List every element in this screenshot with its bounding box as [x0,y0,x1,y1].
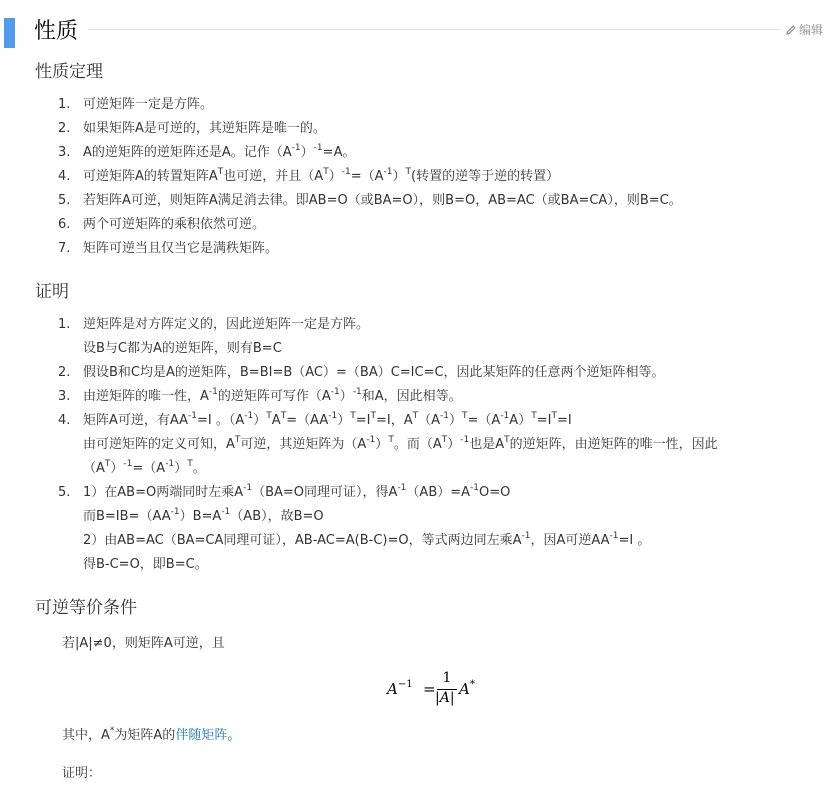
text-run: =I 。（A [197,413,245,428]
superscript: -1 [123,459,133,469]
section-divider [88,29,781,30]
proof-item [0,361,718,385]
text-run: 和A，因此相等。 [361,389,462,404]
text-run: =（A [350,169,384,184]
item-number: 6. [58,217,71,232]
proof-line [83,457,718,481]
superscript: -1 [440,411,449,421]
superscript: -1 [221,507,231,517]
superscript: -1 [313,143,323,153]
superscript: -1 [609,531,619,541]
proof-label: 证明： [62,766,102,781]
text-run: （AB）=A [406,485,471,500]
formula-numerator: 1 [442,670,452,686]
theorem-item [0,93,682,117]
item-text [83,141,682,165]
text-run: ）B=A [179,509,222,524]
text-run: 两个可逆矩阵的乘积依然可逆。 [83,217,266,232]
superscript: T [504,435,510,445]
text-run: 。而（A [393,437,442,452]
proof-item [0,385,718,409]
proof-line [83,433,718,457]
note-middle: 为矩阵A的 [114,728,176,743]
theorem-heading: 性质定理 [35,62,103,82]
text-run: 。 [192,461,206,476]
formula-lhs [387,680,413,698]
text-run: 的逆矩阵，由逆矩阵的唯一性，因此 [509,437,718,452]
text-run: =I [355,413,371,428]
superscript: -1 [366,435,376,445]
item-number: 3. [58,389,71,404]
note-superscript: * [109,726,115,736]
superscript: T [350,411,356,421]
item-text [83,117,682,141]
formula-lhs-exponent: −1 [397,679,413,690]
theorem-item [0,141,682,165]
note-prefix: 其中，A [62,728,110,743]
text-run: 逆矩阵是对方阵定义的，因此逆矩阵一定是方阵。 [83,317,370,332]
superscript: -1 [470,483,480,493]
text-run: 的逆矩阵可写作（A [217,389,331,404]
superscript: T [551,411,557,421]
proof-list [0,313,718,577]
theorem-item [0,237,682,261]
theorem-item [0,189,682,213]
text-run: ） [375,437,389,452]
proof-line [83,361,718,385]
text-run: =I [556,413,572,428]
text-run: 而B=IB=（AA [83,509,171,524]
proof-item [0,409,718,481]
text-run: ） [300,145,314,160]
proof-item [0,481,718,577]
superscript: -1 [383,167,393,177]
item-number: 3. [58,145,71,160]
superscript: -1 [208,387,218,397]
text-run: 2）由AB=AC（BA=CA同理可证），AB-AC=A(B-C)=O，等式两边同左乘A [83,533,522,548]
item-text [83,189,682,213]
superscript: -1 [243,483,253,493]
text-run: =（A [467,413,501,428]
item-number: 2. [58,121,71,136]
superscript: -1 [397,483,407,493]
item-number: 7. [58,241,71,256]
text-run: 假设B和C均是A的逆矩阵，B=BI=B（AC）=（BA）C=IC=C，因此某矩阵的任意两个逆矩阵相等。 [83,365,665,380]
text-run: =（A [132,461,166,476]
item-number: 5. [58,485,71,500]
proof-line [83,529,718,553]
superscript: T [234,435,241,445]
superscript: T [187,459,193,469]
theorem-item [0,117,682,141]
superscript: -1 [165,459,175,469]
superscript: T [531,411,537,421]
text-run: （AB），故B=O [230,509,324,524]
proof-heading: 证明 [35,282,69,302]
superscript: -1 [500,411,510,421]
equivalence-heading: 可逆等价条件 [35,598,137,618]
text-run: ） [174,461,188,476]
text-run: =I [536,413,552,428]
text-run: （A [418,413,441,428]
superscript: -1 [521,531,531,541]
superscript: T [388,435,394,445]
text-run: 得B-C=O，即B=C。 [83,557,208,572]
text-run: 可逆矩阵A的转置矩阵A [83,169,218,184]
text-run: ） [449,413,463,428]
item-number: 4. [58,169,71,184]
text-run: 也是A [469,437,505,452]
text-run: =（AA [286,413,329,428]
formula-equals: = [423,680,436,698]
superscript: -1 [341,167,351,177]
proof-line [83,505,718,529]
pencil-icon [785,24,797,36]
superscript: T [280,411,287,421]
text-run: ） [447,437,461,452]
text-run: （BA=O同理可证），得A [252,485,398,500]
text-run: 可逆，其逆矩阵为（A [240,437,367,452]
superscript: T [370,411,376,421]
item-number: 1. [58,317,71,332]
edit-button[interactable] [785,21,823,38]
text-run: 矩阵A可逆，有AA [83,413,189,428]
text-run: A的逆矩阵的逆矩阵还是A。记作（A [83,145,292,160]
text-run: 1）在AB=O两端同时左乘A [83,485,244,500]
superscript: T [412,411,419,421]
formula-rhs-base: A [459,680,470,698]
text-run: 由逆矩阵的唯一性，A [83,389,209,404]
theorem-item [0,165,682,189]
formula-rhs [459,680,475,698]
text-run: 由可逆矩阵的定义可知，A [83,437,235,452]
item-text [83,237,682,261]
text-run: （A [83,461,105,476]
item-number: 4. [58,413,71,428]
superscript: T [441,435,448,445]
text-run: A） [509,413,532,428]
text-run: ） [110,461,124,476]
section-header [0,8,829,52]
edit-label: 编辑 [798,23,823,37]
text-run: 也可逆，并且（A [223,169,324,184]
proof-line [83,481,718,505]
section-marker-bar [4,18,15,48]
note-suffix: 。 [227,728,241,743]
inverse-formula [387,670,487,712]
text-run: =A。 [322,145,356,160]
text-run: ） [339,389,353,404]
text-run: ） [253,413,267,428]
superscript: T [266,411,272,421]
item-number: 2. [58,365,71,380]
proof-line [83,553,718,577]
formula-rhs-exponent: * [469,679,475,690]
proof-line [83,313,718,337]
item-text [83,93,682,117]
text-run: =I，A [375,413,413,428]
superscript: -1 [188,411,198,421]
text-run: 如果矩阵A是可逆的，其逆矩阵是唯一的。 [83,121,326,136]
text-run: 可逆矩阵一定是方阵。 [83,97,214,112]
item-text [83,213,682,237]
formula-lhs-base: A [387,680,398,698]
superscript: T [405,167,411,177]
superscript: -1 [244,411,254,421]
proof-line [83,385,718,409]
proof-item [0,313,718,361]
formula-denominator: |A| [435,690,455,706]
superscript: -1 [328,411,338,421]
superscript: T [104,459,111,469]
superscript: -1 [291,143,301,153]
superscript: -1 [170,507,180,517]
text-run: 矩阵可逆当且仅当它是满秩矩阵。 [83,241,279,256]
item-number: 5. [58,193,71,208]
text-run: O=O [479,485,511,500]
superscript: T [217,167,224,177]
equivalence-intro: 若|A|≠0，则矩阵A可逆，且 [62,636,225,651]
theorem-list [0,93,682,261]
proof-line [83,337,718,361]
text-run: =I 。 [618,533,651,548]
text-run: ） [328,169,342,184]
proof-line [83,409,718,433]
superscript: T [462,411,468,421]
text-run: 若矩阵A可逆，则矩阵A满足消去律。即AB=O（或BA=O），则B=O，AB=AC（或BA=CA），则B=C。 [83,193,682,208]
superscript: T [323,167,329,177]
superscript: -1 [330,387,340,397]
text-run: ） [337,413,351,428]
superscript: -1 [352,387,362,397]
item-number: 1. [58,97,71,112]
item-text [83,165,682,189]
text-run: A [271,413,281,428]
text-run: 设B与C都为A的逆矩阵，则有B=C [83,341,282,356]
adjugate-note [62,725,240,747]
text-run: ，因A可逆AA [530,533,610,548]
text-run: ） [392,169,406,184]
text-run: (转置的逆等于逆的转置） [411,169,560,184]
theorem-item [0,213,682,237]
section-title: 性质 [34,19,79,44]
adjugate-matrix-link[interactable]: 伴随矩阵 [175,728,228,743]
superscript: -1 [460,435,470,445]
